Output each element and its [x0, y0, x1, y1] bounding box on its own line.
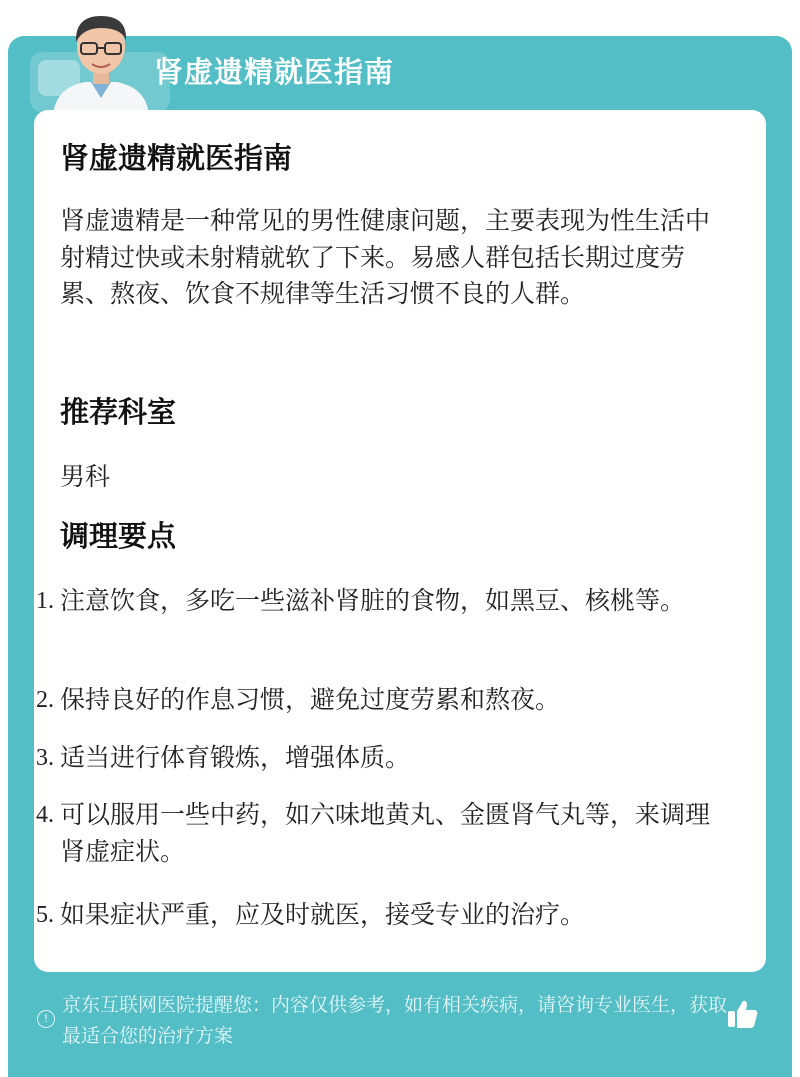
- list-text: 注意饮食，多吃一些滋补肾脏的食物，如黑豆、核桃等。: [60, 586, 686, 615]
- list-number: 5.: [36, 902, 54, 928]
- list-text: 可以服用一些中药，如六味地黄丸、金匮肾气丸等，来调理肾虚症状。: [60, 800, 711, 866]
- list-number: 2.: [36, 687, 54, 713]
- card-title: 肾虚遗精就医指南: [60, 141, 293, 175]
- tips-heading: 调理要点: [60, 519, 177, 553]
- thumbs-up-icon[interactable]: [724, 996, 760, 1032]
- header-title: 肾虚遗精就医指南: [154, 55, 395, 89]
- department-heading: 推荐科室: [60, 395, 177, 429]
- list-text: 如果症状严重，应及时就医，接受专业的治疗。: [60, 900, 586, 929]
- list-number: 4.: [36, 802, 54, 828]
- intro-paragraph: 肾虚遗精是一种常见的男性健康问题，主要表现为性生活中射精过快或未射精就软了下来。易感人群包括长期过度劳累、熬夜、饮食不规律等生活习惯不良的人群。: [60, 206, 711, 308]
- list-number: 1.: [36, 588, 54, 614]
- doctor-avatar: [45, 6, 157, 116]
- footer-notice: 京东互联网医院提醒您：内容仅供参考，如有相关疾病，请咨询专业医生，获取最适合您的治疗方案: [62, 994, 728, 1047]
- list-text: 适当进行体育锻炼，增强体质。: [60, 743, 411, 772]
- list-text: 保持良好的作息习惯，避免过度劳累和熬夜。: [60, 685, 561, 714]
- list-number: 3.: [36, 745, 54, 771]
- info-icon: !: [37, 1010, 55, 1028]
- department-value: 男科: [60, 462, 111, 491]
